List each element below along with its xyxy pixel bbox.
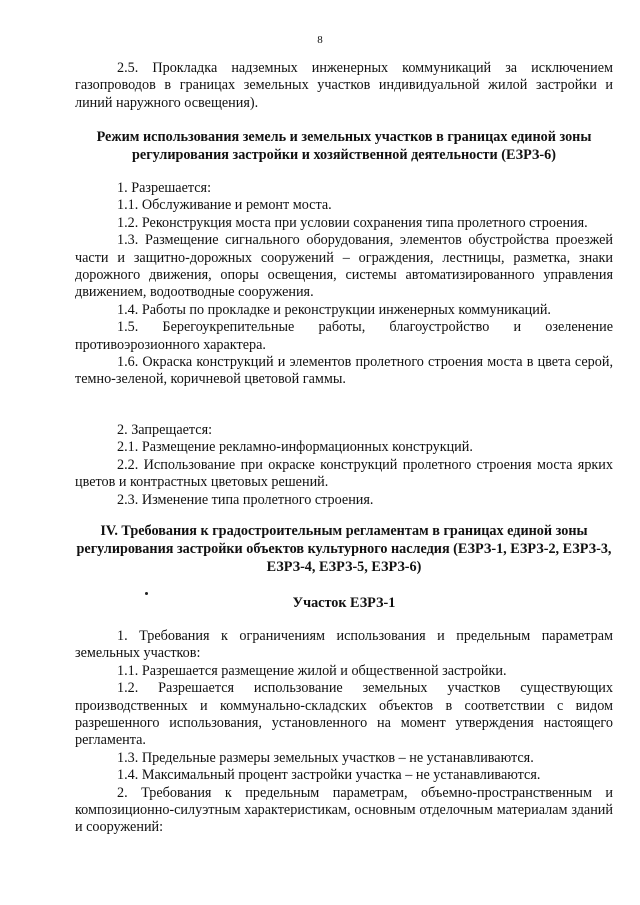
list-item: 2. Требования к предельным параметрам, объемно-пространственным и композиционно-силуэтным характеристикам, основным отделочным материалам зданий и сооружений:: [75, 784, 613, 836]
list-item: 1.4. Работы по прокладке и реконструкции инженерных коммуникаций.: [117, 301, 551, 318]
heading-section-iv: [75, 522, 613, 576]
list-item: 1.1. Разрешается размещение жилой и общественной застройки.: [117, 662, 507, 679]
section-heading: Режим использования земель и земельных участков в границах единой зоны регулирования застройки и хозяйственной деятельности (ЕЗРЗ-6): [96, 129, 592, 163]
forbidden-list: [75, 422, 613, 509]
page-number: 8: [317, 34, 323, 46]
list-item: 1.1. Обслуживание и ремонт моста.: [117, 197, 332, 214]
heading-uchastok: [75, 594, 613, 612]
paragraph: 2.5. Прокладка надземных инженерных коммуникаций за исключением газопроводов в границах земельных участков индивидуальной жилой застройки и линий наружного освещения).: [75, 60, 613, 111]
list-item: 1. Требования к ограничениям использования и предельным параметрам земельных участков:: [75, 628, 613, 662]
section-heading: IV. Требования к градостроительным регламентам в границах единой зоны регулирования застройки объектов культурного наследия (ЕЗРЗ-1, ЕЗРЗ-2, ЕЗРЗ-3, ЕЗРЗ-4, ЕЗРЗ-5, ЕЗРЗ-6): [76, 523, 612, 575]
list-item: 1.3. Предельные размеры земельных участков – не устанавливаются.: [117, 749, 534, 766]
list-item: 2. Запрещается:: [117, 422, 213, 438]
list-item: 1.5. Берегоукрепительные работы, благоустройство и озеленение противоэрозионного характера.: [75, 319, 613, 353]
list-item: 2.3. Изменение типа пролетного строения.: [117, 491, 374, 508]
paragraph-block-intro: [75, 60, 613, 112]
heading-ezrz6-regime: [75, 128, 613, 164]
list-item: 1.2. Реконструкция моста при условии сохранения типа пролетного строения.: [117, 214, 588, 231]
list-item: 1. Разрешается:: [117, 180, 212, 196]
list-item: 1.2. Разрешается использование земельных участков существующих производственных и коммунально-складских объектов в соответствии с видом разрешенного использования, установленного на момент утверждения настоящего регламента.: [75, 680, 613, 749]
allowed-list: [75, 180, 613, 389]
list-item: 2.1. Размещение рекламно-информационных конструкций.: [117, 439, 473, 456]
list-item: 1.3. Размещение сигнального оборудования, элементов обустройства проезжей части и защитно-дорожных сооружений – ограждения, лестницы, разметка, знаки дорожного движения, опоры освещения, системы автоматизированного управления движением, водоотводные сооружения.: [75, 232, 613, 301]
section-1-list: [75, 628, 613, 837]
list-item: 2.2. Использование при окраске конструкций пролетного строения моста ярких цветов и контрастных цветовых решений.: [75, 456, 613, 491]
subsection-heading: Участок ЕЗРЗ-1: [292, 595, 396, 611]
list-item: 1.6. Окраска конструкций и элементов пролетного строения моста в цвета серой, темно-зеленой, коричневой цветовой гаммы.: [75, 354, 613, 388]
list-item: 1.4. Максимальный процент застройки участка – не устанавливаются.: [117, 767, 541, 784]
